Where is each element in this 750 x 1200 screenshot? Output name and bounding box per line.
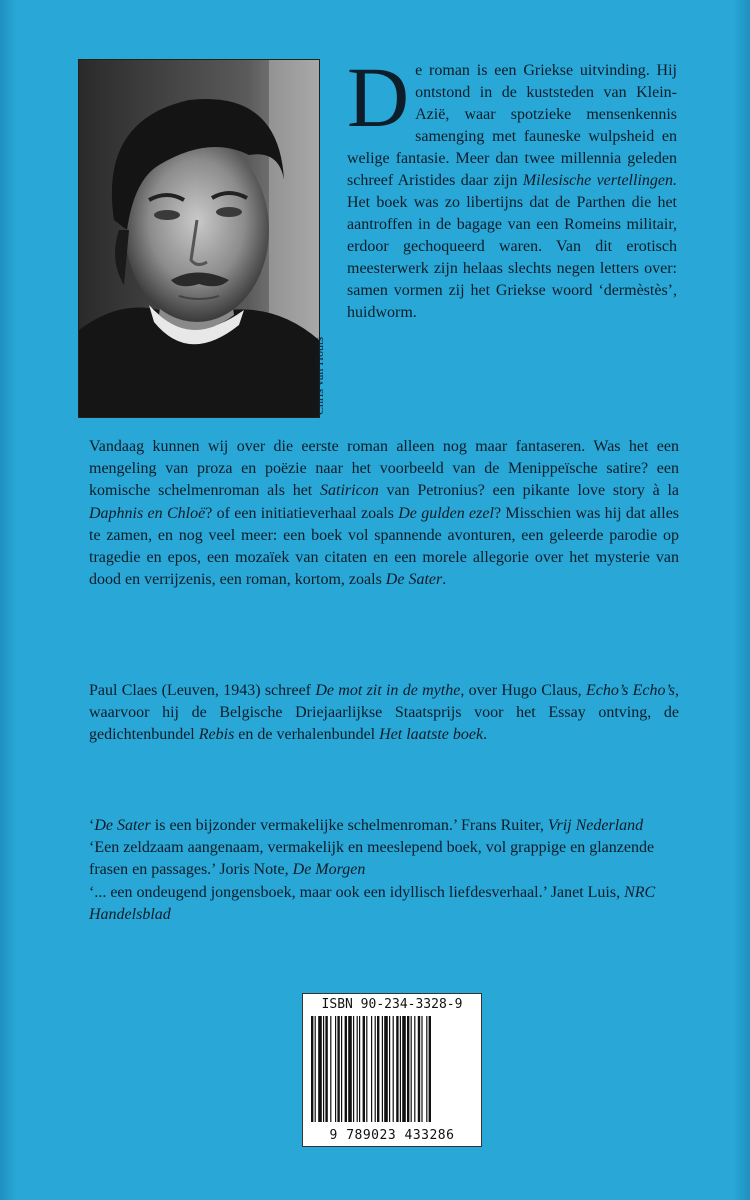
barcode-bar — [348, 1016, 352, 1122]
barcode-bar — [330, 1016, 331, 1122]
barcode-bar — [315, 1016, 316, 1122]
quote-source: De Morgen — [292, 861, 366, 879]
barcode-bar — [371, 1016, 372, 1122]
barcode-bar — [402, 1016, 406, 1122]
barcode-bars-icon — [311, 1016, 473, 1122]
title-satiricon: Satiricon — [320, 482, 379, 500]
barcode-bar — [335, 1016, 336, 1122]
barcode-bar — [400, 1016, 401, 1122]
bio-text: , over Hugo Claus, — [460, 682, 586, 699]
barcode-bar — [418, 1016, 420, 1122]
press-quotes — [89, 815, 679, 926]
cover-left-edge — [0, 0, 16, 1200]
cover-right-edge — [734, 0, 750, 1200]
barcode-bar — [337, 1016, 339, 1122]
barcode-bar — [429, 1016, 431, 1122]
barcode-bar — [359, 1016, 360, 1122]
intro-paragraph — [347, 49, 677, 324]
title-rebis: Rebis — [198, 726, 235, 744]
quote-italic-lead: De Sater — [94, 817, 151, 834]
quote-text: ‘... een ondeugend jongensboek, maar ook een idyllisch liefdesverhaal.’ Janet Luis, — [89, 883, 625, 901]
barcode-bar — [325, 1016, 327, 1122]
title-echos: Echo’s Echo’s — [585, 682, 676, 699]
barcode-bar — [426, 1016, 427, 1122]
author-bio — [89, 680, 679, 747]
barcode-bar — [363, 1016, 365, 1122]
isbn-label: ISBN 90-234-3328-9 — [321, 997, 463, 1012]
quote-text: is een bijzonder vermakelijke schelmenroman.’ Frans Ruiter, — [150, 817, 548, 834]
photo-credit: Chris van Houts — [312, 337, 326, 415]
title-laatste-boek: Het laatste boek — [379, 726, 484, 744]
barcode-bar — [382, 1016, 383, 1122]
author-photo — [78, 59, 320, 418]
title-de-sater: De Sater — [385, 571, 443, 589]
barcode-bar — [411, 1016, 412, 1122]
quote-item — [89, 815, 679, 837]
barcode-bar — [357, 1016, 358, 1122]
quote-text: ‘Een zeldzaam aangenaam, vermakelijk en meeslepend boek, vol grappige en glanzende frasen en passages.’ Joris Note, — [89, 839, 655, 879]
barcode-bar — [375, 1016, 376, 1122]
roman-text: . — [442, 571, 447, 589]
ean-digits: 9 789023 433286 — [329, 1128, 455, 1143]
barcode-bar — [407, 1016, 409, 1122]
intro-text-1: e roman is een Griekse uitvinding. Hij ontstond in de kuststeden van Klein-Azië, waar spotzieke mensenkennis samenging met fauneske wulpsheid en welige fantasie. Meer dan twee millennia geleden schreef Aristides daar zijn — [347, 62, 677, 189]
quote-source: NRC Handelsblad — [89, 883, 656, 923]
quote-open: ‘ — [89, 817, 95, 834]
barcode-bar — [353, 1016, 354, 1122]
barcode-bar — [421, 1016, 422, 1122]
barcode-bar — [393, 1016, 394, 1122]
quote-item — [89, 837, 679, 881]
intro-italic-title: Milesische vertellingen. — [522, 172, 677, 189]
bio-text: en de verhalenbundel — [234, 726, 380, 744]
barcode-bar — [389, 1016, 390, 1122]
barcode-bar — [311, 1016, 313, 1122]
bio-text: Paul Claes (Leuven, 1943) schreef — [89, 682, 316, 699]
barcode-bar — [318, 1016, 322, 1122]
barcode-bar — [323, 1016, 324, 1122]
roman-paragraph — [89, 436, 679, 591]
title-daphnis: Daphnis en Chloë — [89, 504, 206, 522]
drop-cap: D — [347, 49, 410, 145]
bio-text: , waarvoor hij de Belgische Driejaarlijkse Staatsprijs voor het Essay ontving, de gedichtenbundel — [89, 682, 680, 744]
barcode-bar — [396, 1016, 398, 1122]
roman-text: van Petronius? een pikante love story à la — [378, 482, 680, 500]
barcode-bar — [341, 1016, 342, 1122]
barcode-bar — [377, 1016, 379, 1122]
quote-item — [89, 882, 679, 926]
barcode-bar — [345, 1016, 347, 1122]
roman-text: ? of een initiatieverhaal zoals — [205, 504, 399, 522]
quote-source: Vrij Nederland — [547, 817, 644, 834]
title-mot-mythe: De mot zit in de mythe — [315, 682, 461, 699]
roman-text: ? Misschien was hij dat alles te zamen, en nog veel meer: een boek vol spannende avonturen, een geleerde parodie op tragedie en epos, een mozaïek van citaten en een morele allegorie over het mysterie van dood en verrijzenis, een roman, kortom, zoals — [89, 504, 680, 589]
barcode-bar — [384, 1016, 388, 1122]
bio-text: . — [483, 726, 488, 744]
roman-text: Vandaag kunnen wij over die eerste roman alleen nog maar fantaseren. Was het een mengeling van proza en poëzie naar het voorbeeld van de Menippeïsche satire? een komische schelmenroman als het — [89, 438, 679, 500]
barcode — [302, 993, 482, 1147]
barcode-bar — [366, 1016, 367, 1122]
title-gulden-ezel: De gulden ezel — [398, 504, 494, 522]
author-portrait-icon — [79, 60, 319, 417]
barcode-bar — [414, 1016, 415, 1122]
intro-text-2: Het boek was zo libertijns dat de Parthen die het aantroffen in de bagage van een Romeins militair, erdoor gechoqueerd waren. Van dit erotisch meesterwerk zijn helaas slechts negen letters over: samen vormen zij het Griekse woord ‘dermèstès’, huidworm. — [347, 194, 677, 321]
